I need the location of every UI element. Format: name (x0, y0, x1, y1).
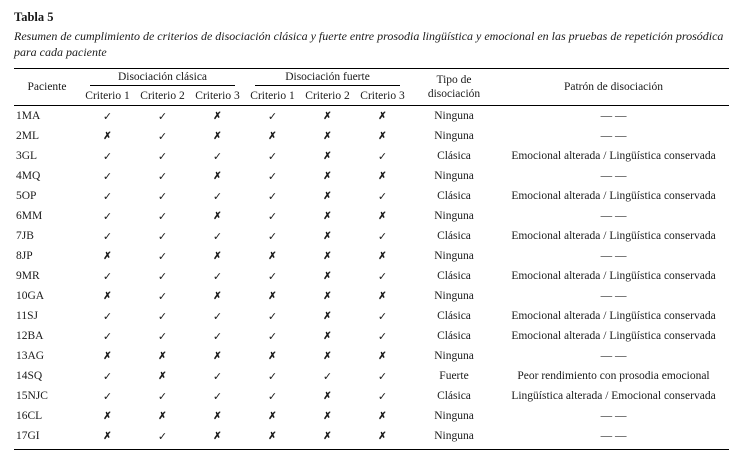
clasica-criterio-1-cross-mark: ✗ (103, 290, 112, 302)
clasica-criterio-3-cross-mark: ✗ (213, 410, 222, 422)
col-header-fuerte-criterio-1: Criterio 1 (245, 88, 300, 106)
table-row (14, 266, 729, 286)
patient-id: 5OP (16, 190, 37, 203)
patient-id: 10GA (16, 290, 45, 303)
table-row (14, 106, 729, 127)
fuerte-criterio-3-cross-mark: ✗ (378, 170, 387, 182)
fuerte-criterio-3-check-mark: ✓ (377, 230, 388, 243)
fuerte-criterio-3-cross-mark: ✗ (355, 426, 410, 449)
table-row (14, 126, 729, 146)
clasica-criterio-1-cross-mark: ✗ (103, 130, 112, 142)
table-header (14, 69, 729, 106)
clasica-criterio-1-check-mark: ✓ (102, 230, 113, 243)
tipo-disociacion-value: Ninguna (434, 250, 474, 263)
fuerte-criterio-2-cross-mark: ✗ (323, 130, 332, 142)
fuerte-criterio-3-cross-mark: ✗ (378, 250, 387, 262)
clasica-criterio-1-check-mark: ✓ (102, 150, 113, 163)
tipo-disociacion-value: Clásica (437, 330, 471, 343)
table-row (14, 426, 729, 449)
clasica-criterio-2-check-mark: ✓ (157, 230, 168, 243)
patron-disociacion-value: — — (600, 130, 627, 143)
col-header-clasica-criterio-3: Criterio 3 (190, 88, 245, 106)
clasica-criterio-3-cross-mark: ✗ (213, 250, 222, 262)
clasica-criterio-1-check-mark: ✓ (102, 370, 113, 383)
patient-id: 14SQ (16, 370, 43, 383)
clasica-criterio-2-check-mark: ✓ (157, 190, 168, 203)
fuerte-criterio-2-cross-mark: ✗ (323, 170, 332, 182)
col-group-clasica (80, 69, 245, 89)
patron-disociacion-value: Emocional alterada / Lingüística conservada (511, 330, 716, 343)
table-row (14, 246, 729, 266)
fuerte-criterio-2-cross-mark: ✗ (323, 410, 332, 422)
patron-disociacion-value: Emocional alterada / Lingüística conservada (511, 230, 716, 243)
clasica-criterio-1-check-mark: ✓ (102, 190, 113, 203)
table-label: Tabla 5 (14, 10, 54, 24)
fuerte-criterio-1-cross-mark: ✗ (245, 426, 300, 449)
clasica-criterio-2-check-mark: ✓ (157, 250, 168, 263)
fuerte-criterio-1-cross-mark: ✗ (268, 290, 277, 302)
clasica-criterio-3-cross-mark: ✗ (213, 210, 222, 222)
patron-disociacion-value: — — (600, 110, 627, 123)
clasica-criterio-2-cross-mark: ✗ (158, 350, 167, 362)
clasica-criterio-2-check-mark: ✓ (157, 110, 168, 123)
col-header-tipo-line2: disociación (427, 88, 481, 101)
patient-id: 4MQ (16, 170, 41, 183)
fuerte-criterio-2-check-mark: ✓ (322, 370, 333, 383)
fuerte-criterio-3-cross-mark: ✗ (378, 350, 387, 362)
clasica-criterio-1-cross-mark: ✗ (103, 350, 112, 362)
col-group-fuerte (245, 69, 410, 89)
clasica-criterio-2-check-mark: ✓ (157, 130, 168, 143)
clasica-criterio-3-cross-mark: ✗ (190, 426, 245, 449)
fuerte-criterio-3-cross-mark: ✗ (378, 290, 387, 302)
patron-disociacion-value: — — (600, 410, 627, 423)
fuerte-criterio-3-cross-mark: ✗ (378, 130, 387, 142)
clasica-criterio-3-check-mark: ✓ (212, 190, 223, 203)
col-header-fuerte-criterio-2: Criterio 2 (300, 88, 355, 106)
table-row (14, 206, 729, 226)
clasica-criterio-1-cross-mark: ✗ (103, 410, 112, 422)
patient-id: 13AG (16, 350, 45, 363)
patron-disociacion-value: Emocional alterada / Lingüística conservada (511, 310, 716, 323)
clasica-criterio-1-check-mark: ✓ (102, 170, 113, 183)
patron-disociacion-value: — — (600, 170, 627, 183)
clasica-criterio-1-check-mark: ✓ (102, 110, 113, 123)
fuerte-criterio-3-check-mark: ✓ (377, 390, 388, 403)
col-header-paciente: Paciente (14, 69, 80, 106)
clasica-criterio-3-check-mark: ✓ (212, 150, 223, 163)
fuerte-criterio-1-check-mark: ✓ (267, 230, 278, 243)
clasica-criterio-3-cross-mark: ✗ (213, 290, 222, 302)
fuerte-criterio-2-cross-mark: ✗ (323, 210, 332, 222)
table-row (14, 366, 729, 386)
fuerte-criterio-2-cross-mark: ✗ (300, 426, 355, 449)
fuerte-criterio-1-check-mark: ✓ (267, 170, 278, 183)
tipo-disociacion-value: Ninguna (434, 210, 474, 223)
col-header-fuerte-criterio-3: Criterio 3 (355, 88, 410, 106)
fuerte-criterio-2-cross-mark: ✗ (323, 150, 332, 162)
clasica-criterio-1-cross-mark: ✗ (80, 426, 135, 449)
clasica-criterio-1-check-mark: ✓ (102, 210, 113, 223)
tipo-disociacion-value: Ninguna (434, 350, 474, 363)
fuerte-criterio-2-cross-mark: ✗ (323, 350, 332, 362)
clasica-criterio-2-cross-mark: ✗ (158, 410, 167, 422)
clasica-criterio-2-check-mark: ✓ (135, 426, 190, 449)
tipo-disociacion-value: Ninguna (434, 130, 474, 143)
fuerte-criterio-1-cross-mark: ✗ (268, 130, 277, 142)
fuerte-criterio-3-check-mark: ✓ (377, 190, 388, 203)
clasica-criterio-2-check-mark: ✓ (157, 170, 168, 183)
clasica-criterio-3-cross-mark: ✗ (213, 350, 222, 362)
tipo-disociacion-value: Clásica (437, 190, 471, 203)
col-header-clasica-criterio-1: Criterio 1 (80, 88, 135, 106)
table-body (14, 106, 729, 450)
fuerte-criterio-1-check-mark: ✓ (267, 190, 278, 203)
fuerte-criterio-1-cross-mark: ✗ (268, 410, 277, 422)
clasica-criterio-3-check-mark: ✓ (212, 370, 223, 383)
table-row (14, 326, 729, 346)
patient-id: 6MM (16, 210, 43, 223)
clasica-criterio-3-check-mark: ✓ (212, 330, 223, 343)
patient-id: 1MA (16, 110, 41, 123)
data-table (14, 68, 729, 450)
fuerte-criterio-1-check-mark: ✓ (267, 210, 278, 223)
patron-disociacion-value: Emocional alterada / Lingüística conservada (511, 190, 716, 203)
fuerte-criterio-3-cross-mark: ✗ (378, 210, 387, 222)
col-group-fuerte-label: Disociación fuerte (255, 71, 400, 86)
col-header-tipo-line1: Tipo de (436, 74, 472, 86)
clasica-criterio-3-check-mark: ✓ (212, 310, 223, 323)
patient-id: 8JP (16, 250, 33, 263)
tipo-disociacion-value: Ninguna (434, 410, 474, 423)
patient-id: 16CL (16, 410, 43, 423)
clasica-criterio-1-check-mark: ✓ (102, 270, 113, 283)
patron-disociacion-value: Peor rendimiento con prosodia emocional (517, 370, 710, 383)
tipo-disociacion-value: Clásica (437, 310, 471, 323)
clasica-criterio-1-check-mark: ✓ (102, 310, 113, 323)
col-header-clasica-criterio-2: Criterio 2 (135, 88, 190, 106)
clasica-criterio-2-check-mark: ✓ (157, 390, 168, 403)
fuerte-criterio-3-check-mark: ✓ (377, 310, 388, 323)
table-row (14, 226, 729, 246)
col-header-patron: Patrón de disociación (498, 69, 729, 106)
fuerte-criterio-2-cross-mark: ✗ (323, 190, 332, 202)
patron-disociacion-value: — — (600, 350, 627, 363)
table-row (14, 346, 729, 366)
patron-disociacion-value: — — (600, 290, 627, 303)
fuerte-criterio-3-check-mark: ✓ (377, 270, 388, 283)
clasica-criterio-2-cross-mark: ✗ (158, 370, 167, 382)
patron-disociacion-value: — — (600, 210, 627, 223)
clasica-criterio-3-check-mark: ✓ (212, 270, 223, 283)
fuerte-criterio-1-check-mark: ✓ (267, 370, 278, 383)
fuerte-criterio-1-check-mark: ✓ (267, 270, 278, 283)
tipo-disociacion-value: Clásica (437, 230, 471, 243)
fuerte-criterio-2-cross-mark: ✗ (323, 230, 332, 242)
table-row (14, 306, 729, 326)
col-header-tipo (410, 69, 498, 106)
clasica-criterio-1-check-mark: ✓ (102, 330, 113, 343)
fuerte-criterio-1-cross-mark: ✗ (268, 250, 277, 262)
tipo-disociacion-value: Clásica (437, 150, 471, 163)
table-row (14, 186, 729, 206)
tipo-disociacion-value: Ninguna (434, 110, 474, 123)
fuerte-criterio-2-cross-mark: ✗ (323, 290, 332, 302)
fuerte-criterio-2-cross-mark: ✗ (323, 110, 332, 122)
tipo-disociacion-value: Clásica (437, 270, 471, 283)
patient-id: 7JB (16, 230, 34, 243)
table-row (14, 146, 729, 166)
clasica-criterio-1-check-mark: ✓ (102, 390, 113, 403)
patron-disociacion-value: Lingüística alterada / Emocional conservada (511, 390, 716, 403)
table-row (14, 386, 729, 406)
tipo-disociacion-value: Fuerte (439, 370, 469, 383)
fuerte-criterio-3-check-mark: ✓ (377, 150, 388, 163)
clasica-criterio-2-check-mark: ✓ (157, 310, 168, 323)
patient-id: 17GI (14, 426, 80, 449)
fuerte-criterio-2-cross-mark: ✗ (323, 310, 332, 322)
table-row (14, 166, 729, 186)
fuerte-criterio-2-cross-mark: ✗ (323, 390, 332, 402)
patron-disociacion-value: Emocional alterada / Lingüística conservada (511, 270, 716, 283)
fuerte-criterio-3-cross-mark: ✗ (378, 410, 387, 422)
patron-disociacion-value: — — (498, 426, 729, 449)
tipo-disociacion-value: Ninguna (434, 170, 474, 183)
fuerte-criterio-3-check-mark: ✓ (377, 330, 388, 343)
clasica-criterio-2-check-mark: ✓ (157, 330, 168, 343)
patient-id: 3GL (16, 150, 38, 163)
clasica-criterio-1-cross-mark: ✗ (103, 250, 112, 262)
clasica-criterio-3-check-mark: ✓ (212, 230, 223, 243)
fuerte-criterio-1-check-mark: ✓ (267, 310, 278, 323)
fuerte-criterio-1-check-mark: ✓ (267, 150, 278, 163)
fuerte-criterio-1-check-mark: ✓ (267, 390, 278, 403)
fuerte-criterio-3-cross-mark: ✗ (378, 110, 387, 122)
table-row (14, 406, 729, 426)
clasica-criterio-2-check-mark: ✓ (157, 150, 168, 163)
patient-id: 12BA (16, 330, 44, 343)
tipo-disociacion-value: Clásica (437, 390, 471, 403)
clasica-criterio-3-check-mark: ✓ (212, 390, 223, 403)
clasica-criterio-3-cross-mark: ✗ (213, 170, 222, 182)
fuerte-criterio-2-cross-mark: ✗ (323, 270, 332, 282)
patient-id: 15NJC (16, 390, 48, 403)
tipo-disociacion-value: Ninguna (434, 290, 474, 303)
clasica-criterio-2-check-mark: ✓ (157, 270, 168, 283)
tipo-disociacion-value: Ninguna (410, 426, 498, 449)
col-group-clasica-label: Disociación clásica (90, 71, 235, 86)
fuerte-criterio-1-cross-mark: ✗ (268, 350, 277, 362)
clasica-criterio-2-check-mark: ✓ (157, 290, 168, 303)
header-group-row (14, 69, 729, 89)
clasica-criterio-3-cross-mark: ✗ (213, 130, 222, 142)
fuerte-criterio-1-check-mark: ✓ (267, 110, 278, 123)
clasica-criterio-2-check-mark: ✓ (157, 210, 168, 223)
patron-disociacion-value: Emocional alterada / Lingüística conservada (511, 150, 716, 163)
patient-id: 11SJ (16, 310, 38, 323)
table-row (14, 286, 729, 306)
fuerte-criterio-1-check-mark: ✓ (267, 330, 278, 343)
patient-id: 9MR (16, 270, 40, 283)
table-caption: Resumen de cumplimiento de criterios de disociación clásica y fuerte entre prosodia lingüística y emocional en las pruebas de repetición prosódica para cada paciente (14, 29, 724, 60)
fuerte-criterio-3-check-mark: ✓ (377, 370, 388, 383)
fuerte-criterio-2-cross-mark: ✗ (323, 330, 332, 342)
clasica-criterio-3-cross-mark: ✗ (213, 110, 222, 122)
patient-id: 2ML (16, 130, 39, 143)
patron-disociacion-value: — — (600, 250, 627, 263)
fuerte-criterio-2-cross-mark: ✗ (323, 250, 332, 262)
